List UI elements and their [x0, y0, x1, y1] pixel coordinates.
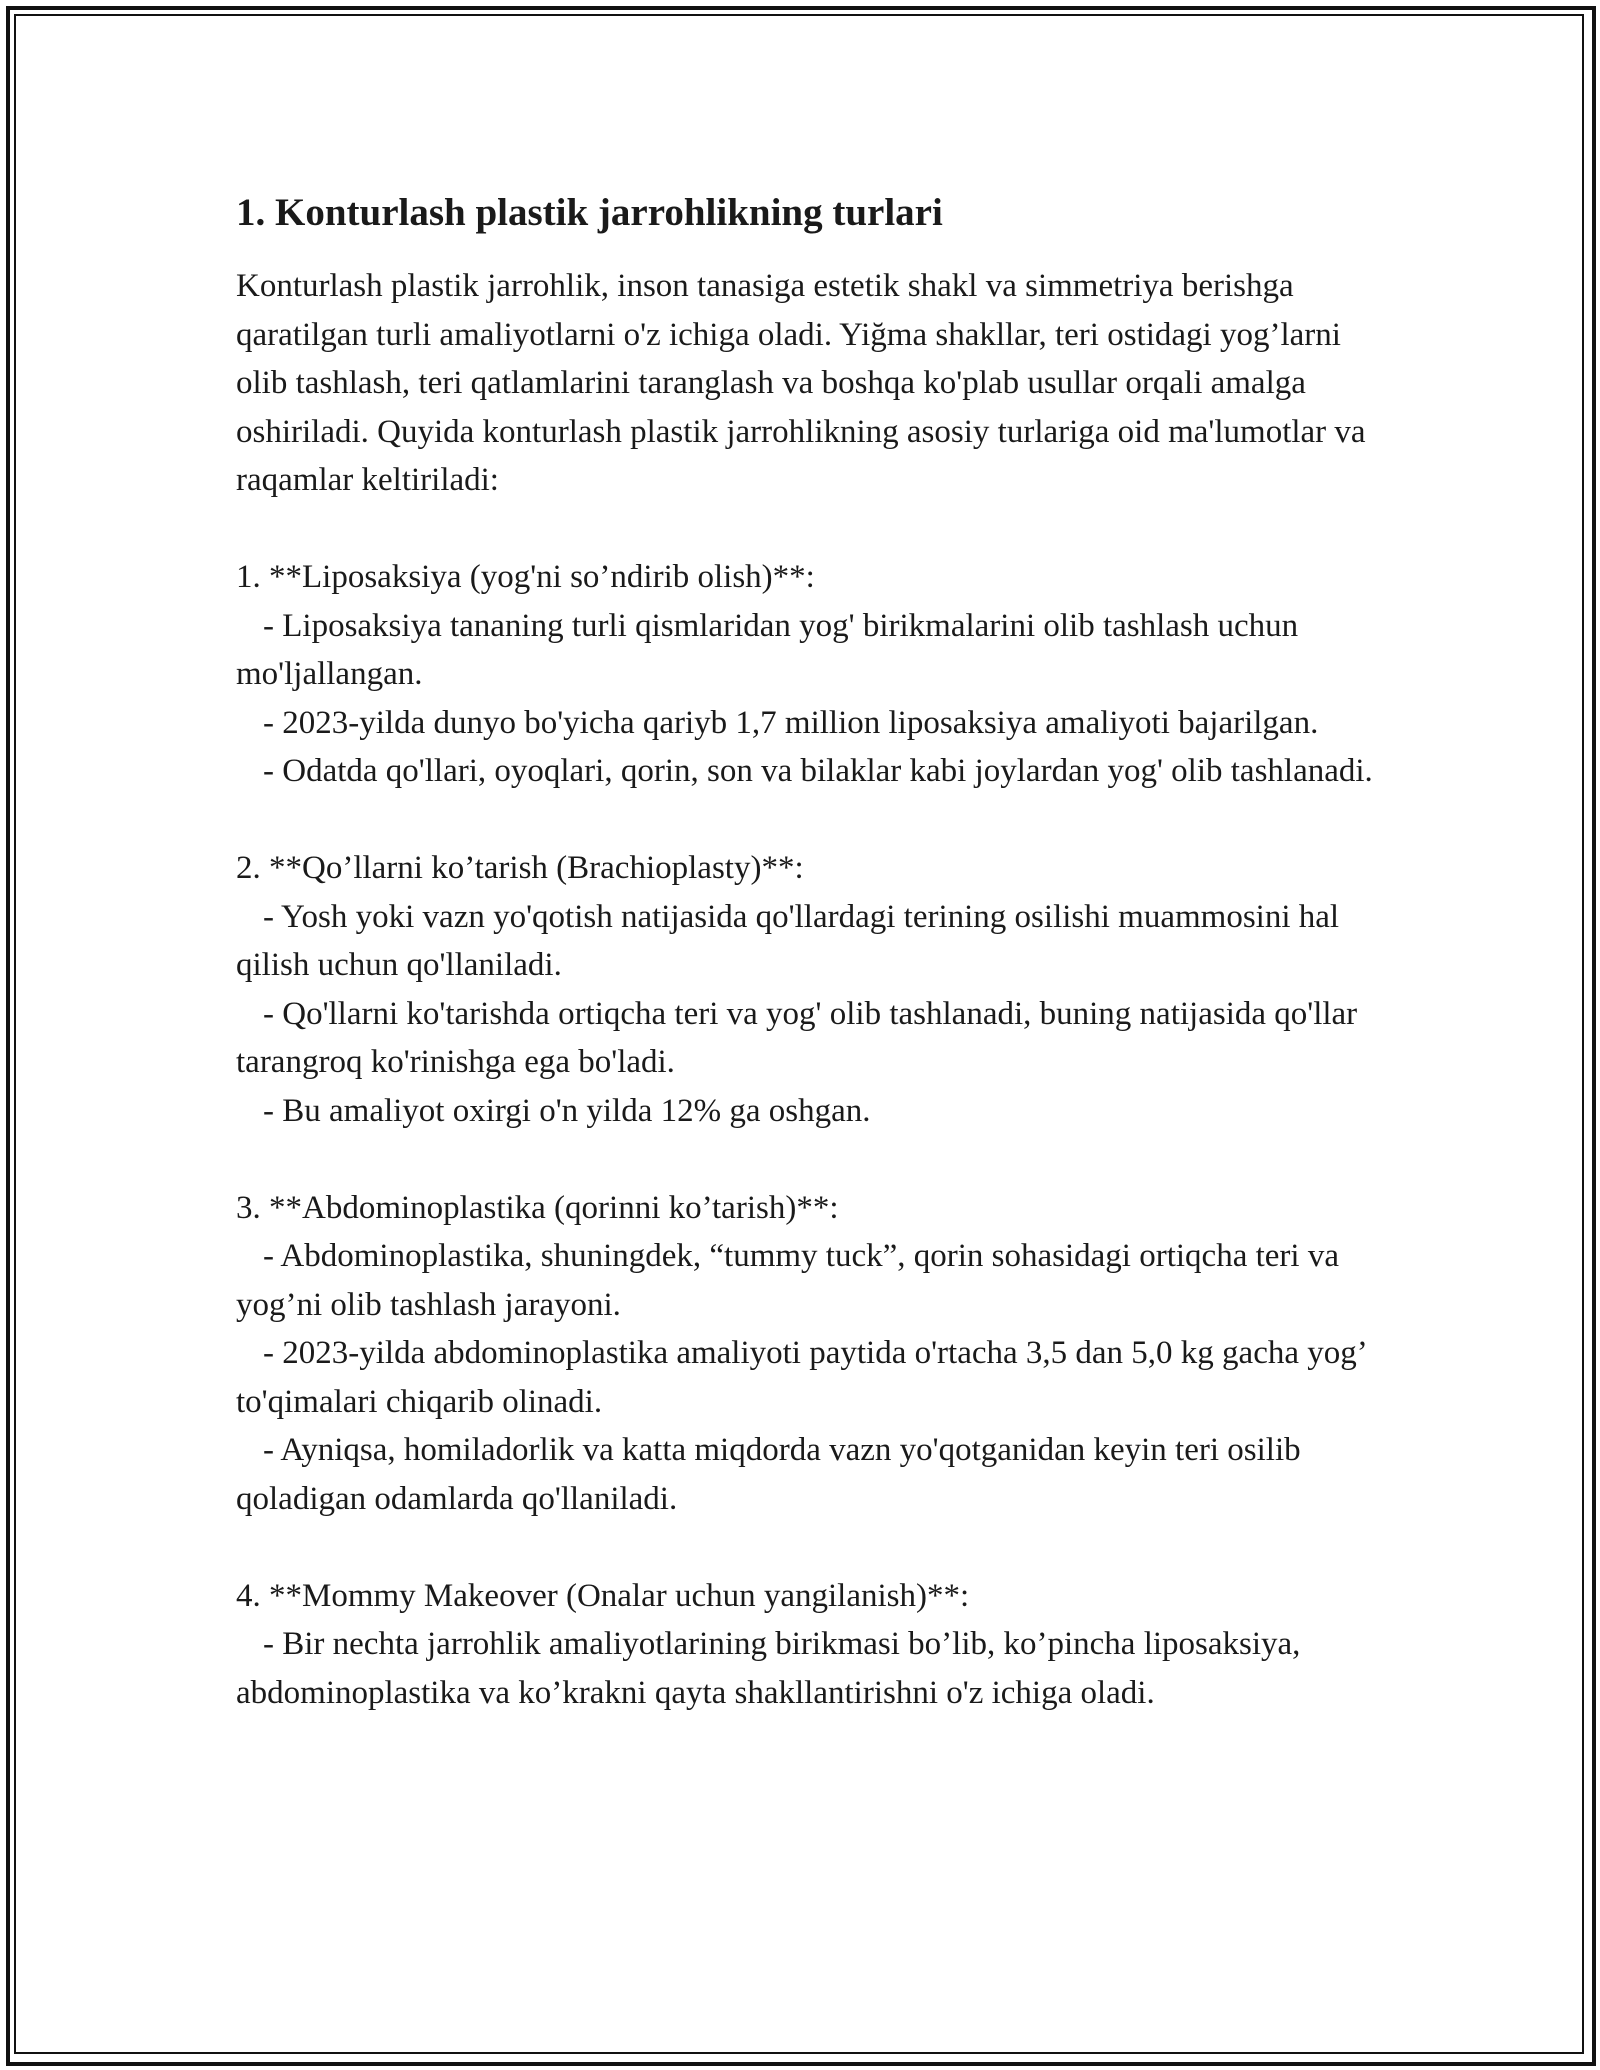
bullet-item: - Abdominoplastika, shuningdek, “tummy tuck”, qorin sohasidagi ortiqcha teri va yog’ni olib tashlash jarayoni.	[236, 1238, 1339, 1323]
section-liposaksiya	[236, 553, 1386, 796]
bullet-item: - Ayniqsa, homiladorlik va katta miqdorda vazn yo'qotganidan keyin teri osilib qoladigan odamlarda qo'llaniladi.	[236, 1432, 1301, 1517]
bullet-item: - Yosh yoki vazn yo'qotish natijasida qo'llardagi terining osilishi muammosini hal qilish uchun qo'llaniladi.	[236, 898, 1340, 983]
bullet-item: - Liposaksiya tananing turli qismlaridan yog' birikmalarini olib tashlash uchun mo'ljallangan.	[236, 607, 1299, 692]
bullet-item: - 2023-yilda dunyo bo'yicha qariyb 1,7 million liposaksiya amaliyoti bajarilgan.	[263, 704, 1319, 741]
bullet-item: - Qo'llarni ko'tarishda ortiqcha teri va yog' olib tashlanadi, buning natijasida qo'llar tarangroq ko'rinishga ega bo'ladi.	[236, 995, 1358, 1080]
section-title: 3. **Abdominoplastika (qorinni ko’tarish)**:	[236, 1189, 839, 1226]
bullet-item: - Bir nechta jarrohlik amaliyotlarining birikmasi bo’lib, ko’pincha liposaksiya, abdominoplastika va ko’krakni qayta shakllantirishni o'z ichiga oladi.	[236, 1626, 1301, 1711]
section-abdominoplastika	[236, 1184, 1386, 1524]
section-title: 4. **Mommy Makeover (Onalar uchun yangilanish)**:	[236, 1577, 970, 1614]
section-title: 1. **Liposaksiya (yog'ni so’ndirib olish)**:	[236, 559, 815, 595]
section-brachioplasty	[236, 844, 1386, 1135]
bullet-item: - 2023-yilda abdominoplastika amaliyoti paytida o'rtacha 3,5 dan 5,0 kg gacha yog’ to'qimalari chiqarib olinadi.	[236, 1335, 1366, 1420]
document-heading: 1. Konturlash plastik jarrohlikning turlari	[236, 191, 943, 234]
bullet-item: - Bu amaliyot oxirgi o'n yilda 12% ga oshgan.	[263, 1092, 871, 1129]
section-title: 2. **Qo’llarni ko’tarish (Brachioplasty)**:	[236, 850, 804, 886]
document-body	[236, 188, 1386, 1717]
section-mommy-makeover	[236, 1572, 1386, 1718]
bullet-item: - Odatda qo'llari, oyoqlari, qorin, son va bilaklar kabi joylardan yog' olib tashlanadi.	[263, 753, 1373, 789]
intro-paragraph: Konturlash plastik jarrohlik, inson tanasiga estetik shakl va simmetriya berishga qaratilgan turli amaliyotlarni o'z ichiga oladi. Yiğma shakllar, teri ostidagi yog’larni olib tashlash, teri qatlamlarini taranglash va boshqa ko'plab usullar orqali amalga oshiriladi. Quyida konturlash plastik jarrohlikning asosiy turlariga oid ma'lumotlar va raqamlar keltiriladi:	[236, 268, 1366, 498]
